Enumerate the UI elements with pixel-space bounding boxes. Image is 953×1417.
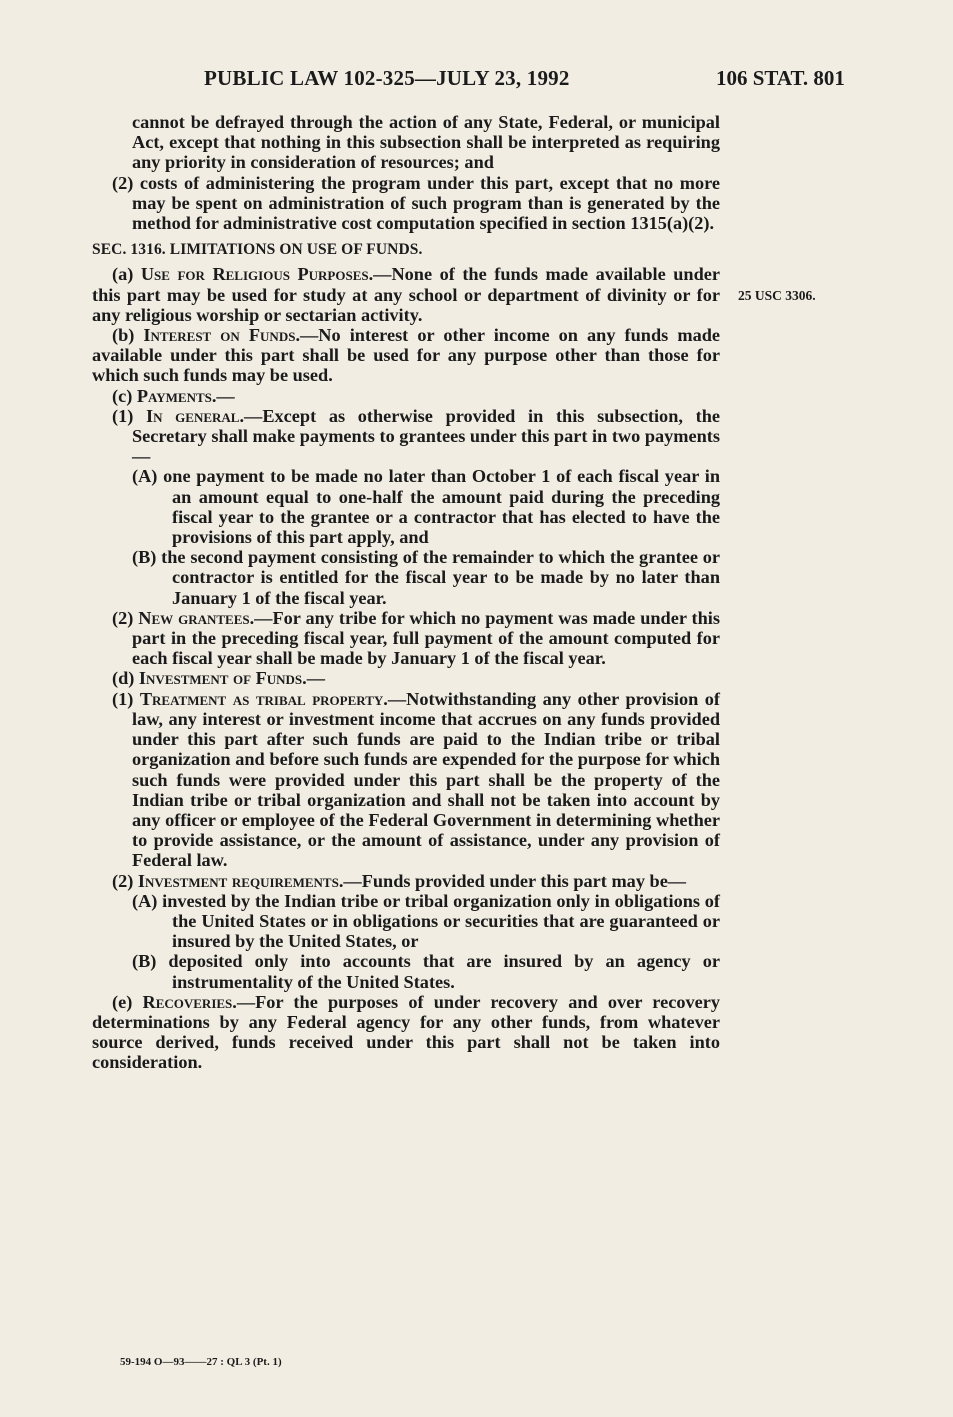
paragraph-c2-text: .—For any tribe for which no payment was made under this part in the preceding fiscal year, full payment of the amount computed for each fiscal year shall be made by January 1 of the fiscal year.: [132, 607, 721, 669]
subsection-b-title: Interest on Funds: [143, 325, 296, 346]
subsection-a-prefix: (a): [112, 264, 141, 285]
paragraph-d2-text: .—Funds provided under this part may be—: [338, 870, 687, 891]
subsection-a-title: Use for Religious Purposes: [140, 264, 369, 285]
paragraph-c1-title: In general: [146, 405, 240, 426]
paragraph-c1-prefix: (1): [112, 405, 146, 426]
paragraph-continuation: cannot be defrayed through the action of any State, Federal, or municipal Act, except that nothing in this subsection shall be interpreted as requiring any priority in consideration of resources; and: [132, 112, 720, 173]
paragraph-d2-prefix: (2): [112, 870, 138, 891]
subsection-d: [92, 668, 720, 688]
subsection-b-text: .—No interest or other income on any funds made available under this part shall be used for any purpose other than those for which such funds may be used.: [92, 325, 720, 386]
subsection-a: [92, 264, 720, 325]
subsection-e-text: .—For the purposes of under recovery and over recovery determinations by any Federal agency for any other funds, from whatever source derived, funds received under this part shall not be taken into consideration.: [92, 991, 720, 1073]
paragraph-c2-prefix: (2): [112, 607, 139, 628]
clause-c1-A: (A) one payment to be made no later than October 1 of each fiscal year in an amount equal to one-half the amount paid during the preceding fiscal year to the grantee or a contractor that has elected to have the provisions of this part apply, and: [132, 466, 720, 548]
paragraph-d1-title: Treatment as tribal property: [139, 688, 384, 709]
paragraph-d2: [92, 871, 720, 891]
body-text: [92, 112, 720, 1073]
section-heading: SEC. 1316. LIMITATIONS ON USE OF FUNDS.: [92, 241, 423, 259]
subsection-d-text: .—: [302, 668, 325, 689]
subsection-b-prefix: (b): [112, 325, 144, 346]
subsection-c-prefix: (c): [112, 385, 137, 406]
subsection-d-title: Investment of Funds: [138, 668, 303, 689]
paragraph-d2-title: Investment requirements: [137, 870, 339, 891]
subsection-e: [92, 992, 720, 1073]
print-footer-code: 59-194 O—93——27 : QL 3 (Pt. 1): [120, 1356, 282, 1368]
subsection-e-title: Recoveries: [142, 991, 233, 1012]
paragraph-2: (2) costs of administering the program under this part, except that no more may be spent on administration of such program than is generated by the method for administrative cost computation specified in section 1315(a)(2).: [112, 172, 720, 234]
paragraph-c2-title: New grantees: [138, 607, 250, 628]
page-stat-number: 106 STAT. 801: [716, 66, 845, 90]
running-header-title: PUBLIC LAW 102-325—JULY 23, 1992: [204, 66, 570, 90]
margin-citation: 25 USC 3306.: [738, 288, 816, 303]
paragraph-c1: [92, 406, 720, 467]
paragraph-d1-prefix: (1): [112, 688, 140, 709]
clause-d2-B: (B) deposited only into accounts that are insured by an agency or instrumentality of the United States.: [132, 951, 720, 992]
subsection-e-prefix: (e): [112, 991, 143, 1012]
subsection-b: [92, 325, 720, 386]
subsection-c: [92, 386, 720, 406]
paragraph-d1: [92, 689, 720, 871]
clause-d2-A: (A) invested by the Indian tribe or tribal organization only in obligations of the United States or in obligations or securities that are guaranteed or insured by the United States, or: [132, 890, 720, 952]
clause-c1-B: (B) the second payment consisting of the remainder to which the grantee or contractor is entitled for the fiscal year to be made by no later than January 1 of the fiscal year.: [132, 547, 720, 608]
paragraph-d1-text: .—Notwithstanding any other provision of law, any interest or investment income that accrues on any funds provided under this part after such funds are paid to the Indian tribe or tribal organization and before such funds are expended for the purpose for which such funds were provided under this part shall be the property of the Indian tribe or tribal organization and shall not be taken into account by any officer or employee of the Federal Government in determining whether to provide assistance, or the amount of assistance, under any provision of Federal law.: [132, 688, 721, 871]
subsection-c-title: Payments: [136, 385, 212, 406]
subsection-c-text: .—: [211, 385, 235, 406]
subsection-a-text: .—None of the funds made available under this part may be used for study at any school or department of divinity or for any religious worship or sectarian activity.: [92, 264, 720, 325]
paragraph-c1-text: .—Except as otherwise provided in this subsection, the Secretary shall make payments to grantees under this part in two payments—: [132, 405, 720, 467]
subsection-d-prefix: (d): [112, 668, 139, 689]
paragraph-c2: [92, 608, 720, 669]
